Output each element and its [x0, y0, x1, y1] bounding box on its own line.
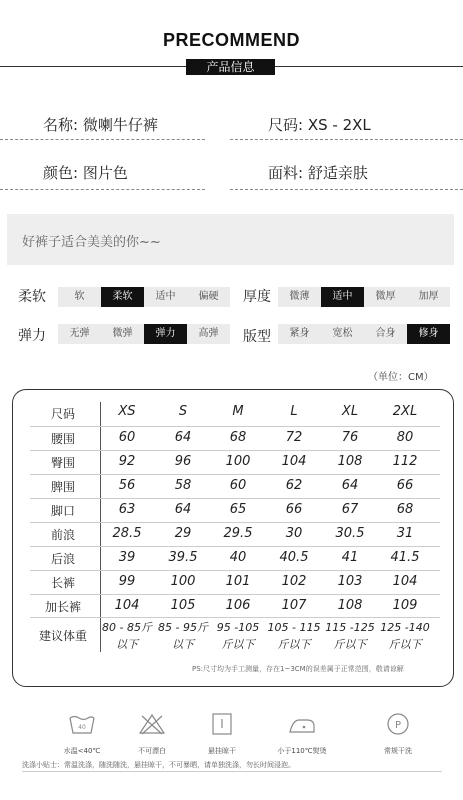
- dashed-divider: [230, 139, 463, 140]
- section-subtitle: 产品信息: [186, 59, 275, 75]
- fit-label: 版型: [243, 329, 271, 345]
- weight-cell: [153, 619, 213, 653]
- elasticity-label: 弹力: [18, 328, 46, 344]
- color-label: 颜色:: [43, 164, 79, 182]
- dashed-divider: [0, 139, 205, 140]
- attribute-option: 微弹: [101, 324, 144, 344]
- wash-temp-text: 40: [78, 724, 86, 731]
- no-bleach-icon: [137, 712, 167, 736]
- table-cell: 66: [396, 478, 414, 493]
- weight-text: 115 -125: [325, 621, 375, 634]
- table-header-size: L: [290, 404, 298, 419]
- attribute-option: 宽松: [321, 324, 364, 344]
- bottom-divider: [22, 771, 442, 772]
- attribute-option: 加厚: [407, 287, 450, 307]
- weight-text: 80 - 85斤: [102, 621, 152, 634]
- attribute-option: 弹力: [144, 324, 187, 344]
- table-cell: 67: [341, 502, 359, 517]
- size-label: 尺码:: [268, 116, 304, 134]
- table-cell: 41.5: [390, 550, 420, 565]
- attribute-option: 软: [58, 287, 101, 307]
- weight-cell: [320, 619, 380, 653]
- table-row-label: 臀围: [50, 456, 75, 470]
- table-row-divider: [30, 474, 440, 475]
- weight-text: 斤以下: [277, 638, 311, 651]
- table-cell: 58: [174, 478, 192, 493]
- dashed-divider: [230, 189, 463, 190]
- attribute-option: 无弹: [58, 324, 101, 344]
- table-cell: 72: [285, 430, 303, 445]
- size-range-row: [268, 114, 371, 135]
- table-cell: 30.5: [335, 526, 365, 541]
- table-cell: 112: [392, 454, 418, 469]
- care-label: 悬挂晾干: [208, 747, 236, 755]
- table-row-label: 建议体重: [38, 629, 87, 643]
- dashed-divider: [0, 189, 205, 190]
- fit-options: [278, 324, 450, 344]
- table-cell: 108: [337, 598, 363, 613]
- table-cell: 106: [225, 598, 251, 613]
- table-cell: 68: [396, 502, 414, 517]
- table-cell: 66: [285, 502, 303, 517]
- table-header-size: 2XL: [392, 404, 418, 419]
- table-cell: 68: [229, 430, 247, 445]
- weight-text: 斤以下: [388, 638, 422, 651]
- table-cell: 28.5: [112, 526, 142, 541]
- hang-dry-icon: [207, 712, 237, 736]
- attribute-option: 紧身: [278, 324, 321, 344]
- fabric-value: 舒适亲肤: [307, 164, 368, 182]
- elasticity-options: [58, 324, 230, 344]
- name-row: [43, 114, 158, 135]
- fabric-row: [268, 162, 368, 183]
- table-cell: 92: [118, 454, 136, 469]
- table-cell: 40.5: [279, 550, 309, 565]
- attribute-option: 修身: [407, 324, 450, 344]
- table-cell: 108: [337, 454, 363, 469]
- weight-cell: [208, 619, 268, 653]
- care-item: [262, 712, 342, 756]
- table-row-label: 后浪: [50, 552, 75, 566]
- table-cell: 104: [281, 454, 307, 469]
- table-header-label: 尺码: [50, 407, 75, 421]
- table-cell: 31: [396, 526, 414, 541]
- table-row-divider: [30, 594, 440, 595]
- table-cell: 105: [170, 598, 196, 613]
- table-cell: 39: [118, 550, 136, 565]
- attribute-option: 适中: [144, 287, 187, 307]
- name-value: 微喇牛仔裤: [82, 116, 158, 134]
- care-label: 水温<40℃: [63, 747, 101, 755]
- table-cell: 64: [174, 430, 192, 445]
- table-row-divider: [30, 617, 440, 618]
- table-cell: 40: [229, 550, 247, 565]
- table-row-label: 加长裤: [44, 600, 81, 614]
- thickness-options: [278, 287, 450, 307]
- table-cell: 99: [118, 574, 136, 589]
- slogan-text: 好裤子适合美美的你~~: [22, 235, 161, 250]
- table-cell: 29: [174, 526, 192, 541]
- table-cell: 30: [285, 526, 303, 541]
- dry-clean-letter: P: [394, 720, 402, 731]
- care-label: 常规干洗: [384, 747, 412, 755]
- table-row-label: 前浪: [50, 528, 75, 542]
- table-header-size: XL: [341, 404, 359, 419]
- care-item: [42, 712, 122, 756]
- unit-note: （单位：CM）: [368, 372, 434, 383]
- weight-text: 斤以下: [221, 638, 255, 651]
- softness-label: 柔软: [18, 289, 46, 305]
- table-cell: 60: [118, 430, 136, 445]
- table-row-label: 腰围: [50, 432, 75, 446]
- table-cell: 104: [114, 598, 140, 613]
- table-cell: 80: [396, 430, 414, 445]
- table-cell: 29.5: [223, 526, 253, 541]
- weight-text: 125 -140: [380, 621, 430, 634]
- table-row-label: 脚口: [50, 504, 75, 518]
- table-header-size: S: [178, 404, 188, 419]
- weight-cell: [97, 619, 157, 653]
- table-cell: 39.5: [168, 550, 198, 565]
- thickness-label: 厚度: [243, 289, 271, 305]
- weight-text: 105 - 115: [267, 621, 321, 634]
- table-cell: 41: [341, 550, 359, 565]
- table-row-label: 长裤: [50, 576, 75, 590]
- fabric-label: 面料:: [268, 164, 304, 182]
- table-row-divider: [30, 498, 440, 499]
- table-row-divider: [30, 450, 440, 451]
- table-row-divider: [30, 570, 440, 571]
- attribute-option: 微厚: [364, 287, 407, 307]
- size-value: XS - 2XL: [307, 116, 371, 134]
- table-cell: 103: [337, 574, 363, 589]
- weight-text: 85 - 95斤: [158, 621, 208, 634]
- table-row-divider: [30, 426, 440, 427]
- care-label: 不可漂白: [138, 747, 166, 755]
- washing-tips: 洗涤小贴士：常温洗涤，随洗随洗，悬挂晾干，不可暴晒，请单独洗涤，勿长时间浸泡。: [22, 761, 295, 769]
- attribute-option: 微薄: [278, 287, 321, 307]
- measurement-note: PS:尺寸均为手工测量，存在1~3CM的误差属于正常范围，敬请谅解: [192, 665, 404, 673]
- dry-clean-icon: [383, 712, 413, 736]
- table-row-divider: [30, 522, 440, 523]
- color-value: 图片色: [82, 164, 128, 182]
- care-item: [358, 712, 438, 756]
- table-cell: 65: [229, 502, 247, 517]
- wash-40-icon: [67, 712, 97, 736]
- weight-text: 95 -105: [216, 621, 260, 634]
- table-cell: 104: [392, 574, 418, 589]
- table-header-size: XS: [118, 404, 136, 419]
- table-row-divider: [30, 546, 440, 547]
- table-header-size: M: [232, 404, 244, 419]
- table-cell: 102: [281, 574, 307, 589]
- care-label: 小于110℃熨烫: [277, 747, 327, 755]
- weight-text: 以下: [116, 638, 138, 651]
- table-cell: 109: [392, 598, 418, 613]
- attribute-option: 合身: [364, 324, 407, 344]
- weight-text: 斤以下: [333, 638, 367, 651]
- table-cell: 62: [285, 478, 303, 493]
- table-cell: 60: [229, 478, 247, 493]
- attribute-option: 适中: [321, 287, 364, 307]
- color-row: [43, 162, 128, 183]
- care-item: [112, 712, 192, 756]
- iron-110-icon: [287, 712, 317, 736]
- care-item: [182, 712, 262, 756]
- table-cell: 101: [225, 574, 251, 589]
- table-cell: 107: [281, 598, 307, 613]
- softness-options: [58, 287, 230, 307]
- attribute-option: 柔软: [101, 287, 144, 307]
- table-cell: 64: [174, 502, 192, 517]
- table-cell: 96: [174, 454, 192, 469]
- attribute-option: 高弹: [187, 324, 230, 344]
- weight-cell: [264, 619, 324, 653]
- table-cell: 56: [118, 478, 136, 493]
- name-label: 名称:: [43, 116, 79, 134]
- page-title: PRECOMMEND: [162, 30, 300, 50]
- weight-text: 以下: [172, 638, 194, 651]
- table-cell: 100: [170, 574, 196, 589]
- table-cell: 64: [341, 478, 359, 493]
- table-row-label: 脾围: [50, 480, 75, 494]
- attribute-option: 偏硬: [187, 287, 230, 307]
- table-cell: 63: [118, 502, 136, 517]
- table-cell: 76: [341, 430, 359, 445]
- weight-cell: [375, 619, 435, 653]
- table-cell: 100: [225, 454, 251, 469]
